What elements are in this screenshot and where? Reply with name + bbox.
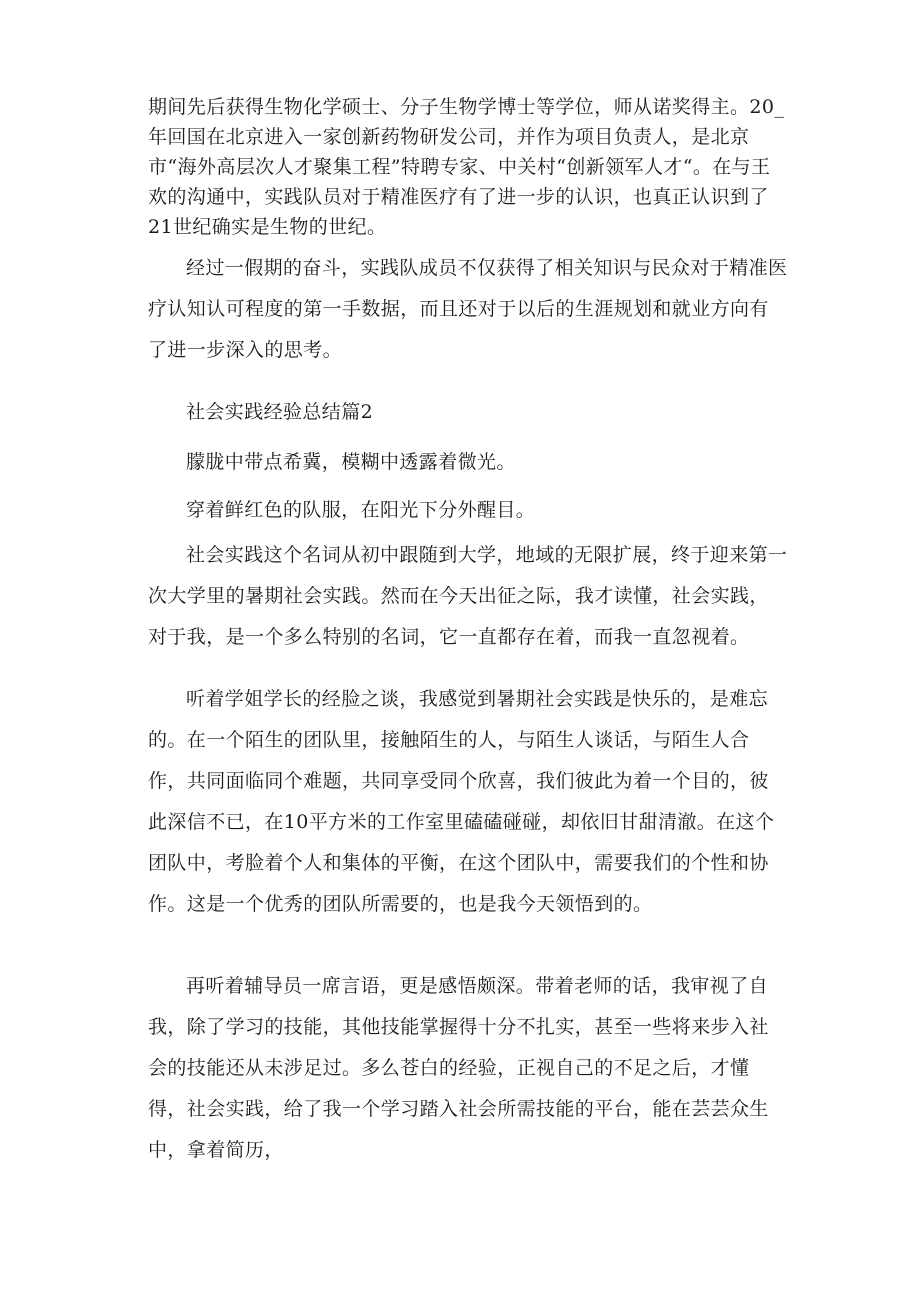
paragraph-intro-continuation: 期间先后获得生物化学硕士、分子生物学博士等学位，师从诺奖得主。20_年回国在北京进入一家创新药物研发公司，并作为项目负责人，是北京市“海外高层次人才聚集工程”特聘专家、中关村“创新领军人才“。在与王欢的沟通中，实践队员对于精准医疗有了进一步的认识，也真正认识到了21世纪确实是生物的世纪。 [148,96,785,238]
paragraph-line-1: 朦胧中带点希冀，模糊中透露着微光。 [186,451,516,473]
paragraph-social-practice: 社会实践这个名词从初中跟随到大学，地域的无限扩展，终于迎来第一次大学里的暑期社会实践。然而在今天出征之际，我才读懂，社会实践，对于我，是一个多么特别的名词，它一直都存在着，而我一直忽视着。 [148,544,788,648]
paragraph-counselor-words: 再听着辅导员一席言语，更是感悟颇深。带着老师的话，我审视了自我，除了学习的技能，其他技能掌握得十分不扎实，甚至一些将来步入社会的技能还从未涉足过。多么苍白的经验，正视自己的不足之后，才懂得，社会实践，给了我一个学习踏入社会所需技能的平台，能在芸芸众生中，拿着简历， [148,975,769,1161]
paragraph-team-experience: 听着学姐学长的经脸之谈，我感觉到暑期社会实践是快乐的，是难忘的。在一个陌生的团队里，接触陌生的人，与陌生人谈话，与陌生人合作，共同面临同个难题，共同享受同个欣喜，我们彼此为着一个目的，彼此深信不已，在10平方米的工作室里磕磕碰碰，却依旧甘甜清澈。在这个团队中，考脸着个人和集体的平衡，在这个团队中，需要我们的个性和协作。这是一个优秀的团队所需要的，也是我今天领悟到的。 [148,688,775,915]
section-heading: 社会实践经验总结篇2 [186,401,374,423]
paragraph-line-2: 穿着鲜红色的队服，在阳光下分外醒目。 [186,499,536,521]
paragraph-summary: 经过一假期的奋斗，实践队成员不仅获得了相关知识与民众对于精准医疗认知认可程度的第一手数据，而且还对于以后的生涯规划和就业方向有了进一步深入的思考。 [148,257,788,361]
